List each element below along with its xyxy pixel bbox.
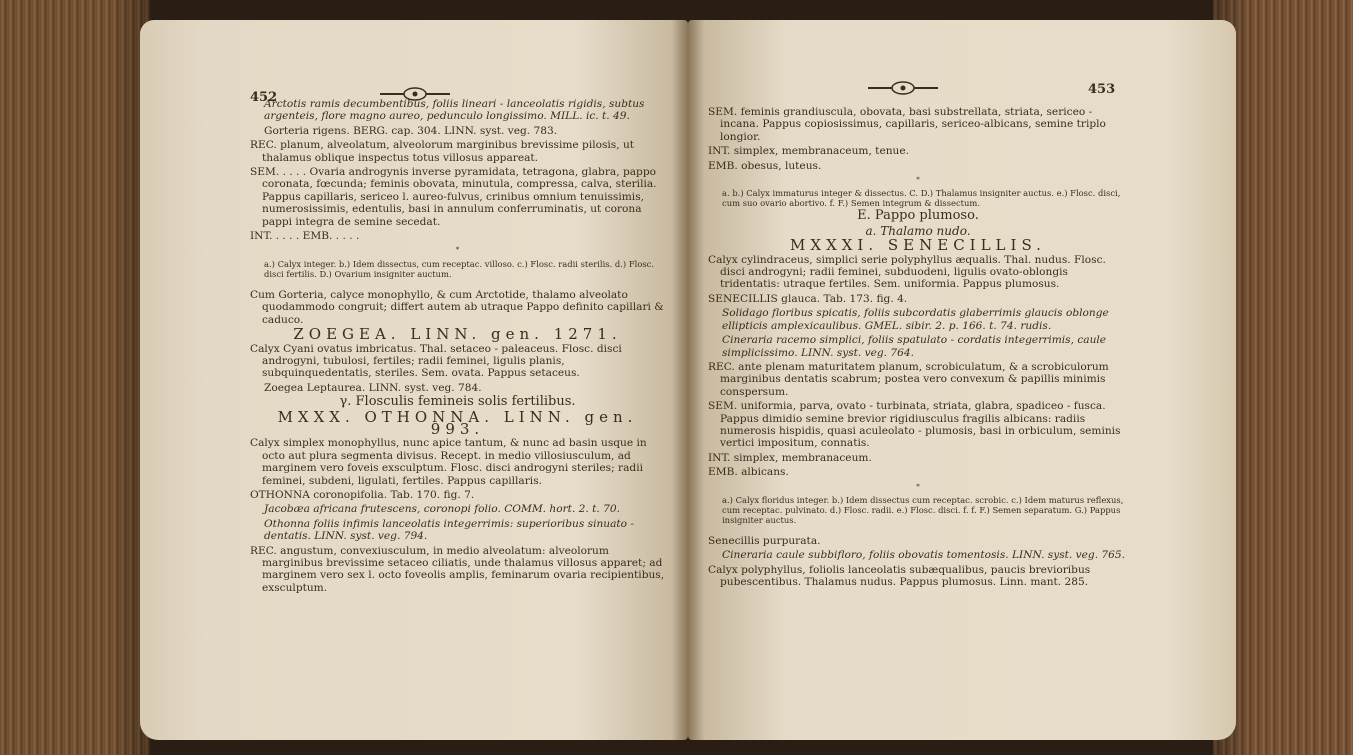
text-line: a. b.) Calyx immaturus integer & dissectus. C. D.) Thalamus insigniter auctus. e.) Flosc. disci, cum suo ovario abortivo. f. F.) Semen integrum & dissectum. — [722, 188, 1121, 209]
text-line: Cum Gorteria, calyce monophyllo, & cum Arctotide, thalamo alveolato quodammodo congruit; differt autem ab utraque Pappo definito capillari & caduco. — [250, 288, 664, 326]
text-line: Cineraria caule subbifloro, foliis obovatis tomentosis. LINN. syst. veg. 765. — [722, 549, 1126, 562]
page-number: 453 — [1088, 82, 1116, 97]
text-line: MXXX. OTHONNA. LINN. gen. 993. — [277, 407, 638, 438]
text-line: Solidago floribus spicatis, foliis subcordatis glaberrimis glaucis oblonge ellipticis amplexicaulibus. GMEL. sibir. 2. p. 166. t. 74. rudis. — [722, 307, 1109, 332]
text-line: SENECILLIS glauca. Tab. 173. fig. 4. — [708, 292, 908, 305]
text-line: EMB. obesus, luteus. — [708, 159, 822, 172]
text-line: REC. planum, alveolatum, alveolorum marginibus brevissime pilosis, ut thalamus oblique inspectus totus villosus appareat. — [250, 139, 635, 164]
text-line: Calyx Cyani ovatus imbricatus. Thal. setaceo - paleaceus. Flosc. disci androgyni, tubulosi, fertiles; radii feminei, ligulis planis, subquinquedentatis, steriles. Sem. ovata. Pappus setaceus. — [250, 342, 622, 380]
text-line: a. Thalamo nudo. — [865, 223, 971, 238]
text-line: Gorteria rigens. BERG. cap. 304. LINN. syst. veg. 783. — [264, 124, 558, 137]
text-line: Arctotis ramis decumbentibus, foliis lineari - lanceolatis rigidis, subtus argenteis, flore magno aureo, pedunculo longissimo. MILL. ic. t. 49. — [264, 98, 645, 123]
right-page — [688, 20, 1236, 740]
text-line: Calyx polyphyllus, foliolis lanceolatis subæqualibus, paucis brevioribus pubescentibus. Thalamus nudus. Pappus plumosus. Linn. mant. 285. — [708, 563, 1091, 589]
text-line: Calyx simplex monophyllus, nunc apice tantum, & nunc ad basin usque in octo aut plura segmenta divisus. Recept. in medio villosiusculum, ad marginem vero foveis exsculptum. Flosc. disci androgyni steriles; radii feminei, subdeni, ligulati, fertiles. Pappus capillaris. — [250, 437, 647, 487]
text-line: a.) Calyx integer. b.) Idem dissectus, cum receptac. villoso. c.) Flosc. radii sterilis. d.) Flosc. disci fertilis. D.) Ovarium insigniter auctum. — [264, 258, 655, 279]
text-line: REC. ante plenam maturitatem planum, scrobiculatum, & a scrobiculorum marginibus dentatis scabrum; postea vero convexum & papillis minimis conspersum. — [708, 360, 1109, 398]
text-line: E. Pappo plumoso. — [857, 208, 979, 224]
right-text-column — [708, 106, 1128, 591]
text-line: * — [455, 246, 460, 255]
text-line: SEM. uniformia, parva, ovato - turbinata, striata, glabra, spadiceo - fusca. Pappus dimidio semine brevior rigidiusculus fragilis albicans: radiis numerosis hispidis, quasi aculeolato - plumosis, basi in orbiculum, seminis vertici impositum, connatis. — [708, 400, 1121, 450]
text-line: SEM. . . . . Ovaria androgynis inverse pyramidata, tetragona, glabra, pappo coronata, fœcunda; feminis obovata, minutula, compressa, calva, sterilia. Pappus capillaris, sericeo l. aureo-fulvus, crinibus omnium tenuissimis, numerosissimis, edentulis, basi in annulum conferruminatis, ut corona pappi integra de semine secedat. — [250, 166, 657, 228]
text-line: EMB. albicans. — [708, 466, 789, 479]
text-line: SEM. feminis grandiuscula, obovata, basi substrellata, striata, sericeo - incana. Pappus copiosissimus, capillaris, sericeo-albicans, semine triplo longior. — [708, 106, 1106, 143]
text-line: * — [916, 176, 920, 185]
text-line: Cineraria racemo simplici, foliis spatulato - cordatis integerrimis, caule simplicissimo. LINN. syst. veg. 764. — [722, 334, 1107, 359]
book-edge-left — [0, 0, 150, 755]
text-line: Zoegea Leptaurea. LINN. syst. veg. 784. — [264, 381, 482, 394]
text-line: γ. Flosculis femineis solis fertilibus. — [339, 394, 576, 410]
text-line: INT. simplex, membranaceum, tenue. — [708, 145, 909, 158]
text-line: INT. . . . . EMB. . . . . — [250, 230, 360, 243]
text-line: INT. simplex, membranaceum. — [708, 451, 872, 464]
text-line: MXXXI. SENECILLIS. — [790, 236, 1046, 255]
text-line: OTHONNA coronopifolia. Tab. 170. fig. 7. — [250, 488, 475, 501]
left-text-column — [250, 98, 665, 596]
text-line: REC. angustum, convexiusculum, in medio alveolatum: alveolorum marginibus brevissime setaceo ciliatis, unde thalamus villosus apparet; ad marginem vero sex l. octo foveolis amplis, feminarum ovaria recipientibus, exsculptum. — [250, 544, 665, 594]
text-line — [250, 281, 665, 287]
text-line: Othonna foliis infimis lanceolatis integerrimis: superioribus sinuato - dentatis. LINN. syst. veg. 794. — [264, 517, 634, 543]
text-line: Jacobæa africana frutescens, coronopi folio. COMM. hort. 2. t. 70. — [264, 503, 620, 516]
left-page — [140, 20, 688, 740]
page-number: 452 — [250, 90, 278, 105]
text-line: * — [916, 482, 920, 491]
text-line: Senecillis purpurata. — [708, 534, 821, 547]
text-line — [708, 527, 1128, 533]
text-line: a.) Calyx floridus integer. b.) Idem dissectus cum receptac. scrobic. c.) Idem maturus reflexus, cum receptac. pulvinato. d.) Flosc. radii. e.) Flosc. disci. f. f. F.) Semen separatum. G.) Pappus insigniter auctus. — [722, 494, 1124, 525]
text-line: Calyx cylindraceus, simplici serie polyphyllus æqualis. Thal. nudus. Flosc. disci androgyni; radii feminei, subduodeni, ligulis ovato-oblongis tridentatis: utraque fertiles. Sem. uniformia. Pappus plumosus. — [708, 253, 1106, 291]
text-line: ZOEGEA. LINN. gen. 1271. — [293, 325, 622, 344]
header-ornament-icon — [868, 80, 938, 96]
